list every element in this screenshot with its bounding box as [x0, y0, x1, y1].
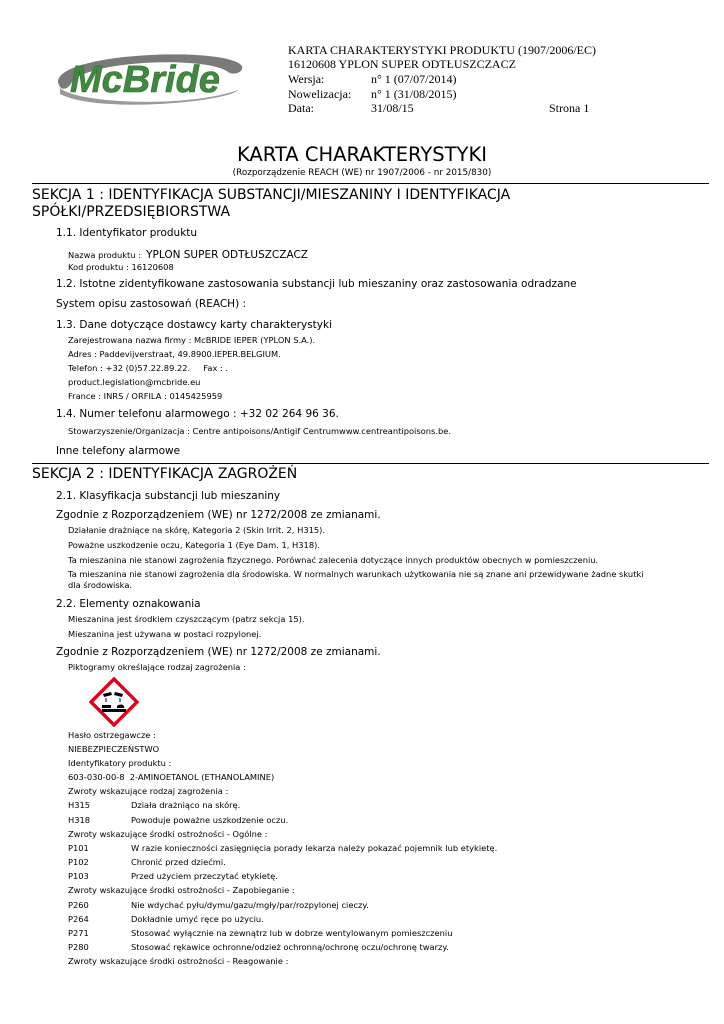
precaution-text: Nie wdychać pyłu/dymu/gazu/mgły/par/rozpylonej cieczy.	[131, 900, 369, 910]
section2-heading: SEKCJA 2 : IDENTYFIKACJA ZAGROŻEŃ	[32, 466, 298, 482]
supplier-line: Adres : Paddevijverstraat, 49.8900.IEPER.BELGIUM.	[68, 349, 281, 359]
hazard-text: Powoduje poważne uszkodzenie oczu.	[131, 815, 289, 825]
supplier-line: Telefon : +32 (0)57.22.89.22. Fax : .	[68, 363, 229, 373]
product-name-label: Nazwa produktu :	[68, 250, 141, 260]
reach-system-line: System opisu zastosowań (REACH) :	[56, 298, 247, 310]
precaution-text: Dokładnie umyć ręce po użyciu.	[131, 914, 264, 924]
precaution-response-label: Zwroty wskazujące środki ostrożności - Reagowanie :	[68, 956, 289, 966]
regulation-title: Zgodnie z Rozporządzeniem (WE) nr 1272/2008 ze zmianami.	[56, 509, 381, 521]
page-number: Strona 1	[549, 101, 590, 115]
s21-title: 2.1. Klasyfikacja substancji lub mieszaniny	[56, 490, 281, 502]
version-value: n° 1 (07/07/2014)	[371, 72, 457, 86]
precaution-code: P102	[68, 857, 89, 867]
company-logo	[38, 42, 248, 112]
header-product: 16120608 YPLON SUPER ODTŁUSZCZACZ	[288, 57, 516, 71]
precaution-text: W razie konieczności zasięgnięcia porady lekarza należy pokazać pojemnik lub etykietę.	[131, 843, 498, 853]
hazard-text: Działa drażniąco na skórę.	[131, 800, 241, 810]
identifiers-label: Identyfikatory produktu :	[68, 758, 172, 768]
revision-label: Nowelizacja:	[288, 87, 352, 101]
precaution-prevention-label: Zwroty wskazujące środki ostrożności - Zapobieganie :	[68, 885, 295, 895]
other-emergency-phones: Inne telefony alarmowe	[56, 445, 181, 457]
product-code: Kod produktu : 16120608	[68, 262, 174, 272]
date-value: 31/08/15	[371, 101, 414, 115]
supplier-line: Zarejestrowana nazwa firmy : McBRIDE IEPER (YPLON S.A.).	[68, 335, 316, 345]
section1-heading-line2: SPÓŁKI/PRZEDSIĘBIORSTWA	[32, 204, 231, 220]
s13-title: 1.3. Dane dotyczące dostawcy karty charakterystyki	[56, 319, 332, 331]
s11-title: 1.1. Identyfikator produktu	[56, 227, 198, 239]
s14-organisation: Stowarzyszenie/Organizacja : Centre antipoisons/Antigif Centrumwww.centreantipoisons.be.	[68, 426, 451, 436]
s12-title: 1.2. Istotne zidentyfikowane zastosowania substancji lub mieszaniny oraz zastosowania odradzane	[56, 278, 577, 290]
section2-rule	[32, 463, 709, 464]
product-name-value: YPLON SUPER ODTŁUSZCZACZ	[146, 249, 308, 261]
header-title: KARTA CHARAKTERYSTYKI PRODUKTU (1907/2006/EC)	[288, 43, 596, 57]
classification-line: Ta mieszanina nie stanowi zagrożenia dla środowiska. W normalnych warunkach użytkowania nie są znane ani przewidywane żadne skutki	[68, 569, 644, 579]
product-name-row	[68, 243, 308, 262]
classification-line: Poważne uszkodzenie oczu, Kategoria 1 (Eye Dam. 1, H318).	[68, 540, 320, 550]
precaution-code: P271	[68, 928, 89, 938]
precaution-code: P264	[68, 914, 89, 924]
precaution-code: P260	[68, 900, 89, 910]
classification-line: Ta mieszanina nie stanowi zagrożenia fizycznego. Porównać zalecenia dotyczące innych produktów obecnych w pomieszczeniu.	[68, 555, 599, 565]
date-label: Data:	[288, 101, 314, 115]
mcbride-logo-icon	[38, 42, 248, 112]
precaution-text: Stosować rękawice ochronne/odzież ochronną/ochronę oczu/ochronę twarzy.	[131, 942, 449, 952]
corrosion-icon	[89, 677, 139, 727]
signal-word: NIEBEZPIECZEŃSTWO	[68, 744, 160, 754]
section1-heading-line1: SEKCJA 1 : IDENTYFIKACJA SUBSTANCJI/MIESZANINY I IDENTYFIKACJA	[32, 187, 511, 203]
hazard-code: H318	[68, 815, 91, 825]
hazard-code: H315	[68, 800, 91, 810]
labeling-line: Mieszanina jest środkiem czyszczącym (patrz sekcja 15).	[68, 614, 305, 624]
pictograms-label: Piktogramy określające rodzaj zagrożenia :	[68, 662, 246, 672]
supplier-line: France : INRS / ORFILA : 0145425959	[68, 391, 223, 401]
precaution-text: Przed użyciem przeczytać etykietę.	[131, 871, 278, 881]
supplier-email: product.legislation@mcbride.eu	[68, 377, 201, 387]
precaution-code: P103	[68, 871, 89, 881]
s14-title: 1.4. Numer telefonu alarmowego : +32 02 264 96 36.	[56, 408, 339, 420]
precaution-code: P280	[68, 942, 89, 952]
section1-rule	[32, 183, 709, 184]
s22-title: 2.2. Elementy oznakowania	[56, 598, 201, 610]
hazard-statements-label: Zwroty wskazujące rodzaj zagrożenia :	[68, 786, 229, 796]
classification-line: dla środowiska.	[68, 580, 133, 590]
version-label: Wersja:	[288, 72, 325, 86]
signal-word-label: Hasło ostrzegawcze :	[68, 730, 156, 740]
corrosion-pictogram	[89, 677, 139, 727]
precaution-text: Stosować wyłącznie na zewnątrz lub w dobrze wentylowanym pomieszczeniu	[131, 928, 453, 938]
logo-wordmark: McBride	[70, 59, 220, 101]
precaution-text: Chronić przed dziećmi.	[131, 857, 226, 867]
classification-line: Działanie drażniące na skórę, Kategoria 2 (Skin Irrit. 2, H315).	[68, 525, 326, 535]
precaution-code: P101	[68, 843, 89, 853]
revision-value: n° 1 (31/08/2015)	[371, 87, 457, 101]
precaution-general-label: Zwroty wskazujące środki ostrożności - Ogólne :	[68, 829, 268, 839]
document-title: KARTA CHARAKTERYSTYKI	[236, 143, 488, 166]
product-identifier: 603-030-00-8 2-AMINOETANOL (ETHANOLAMINE)	[68, 772, 275, 782]
labeling-line: Mieszanina jest używana w postaci rozpylonej.	[68, 629, 262, 639]
document-subtitle: (Rozporządzenie REACH (WE) nr 1907/2006 - nr 2015/830)	[232, 168, 492, 178]
regulation-title-2: Zgodnie z Rozporządzeniem (WE) nr 1272/2008 ze zmianami.	[56, 646, 381, 658]
